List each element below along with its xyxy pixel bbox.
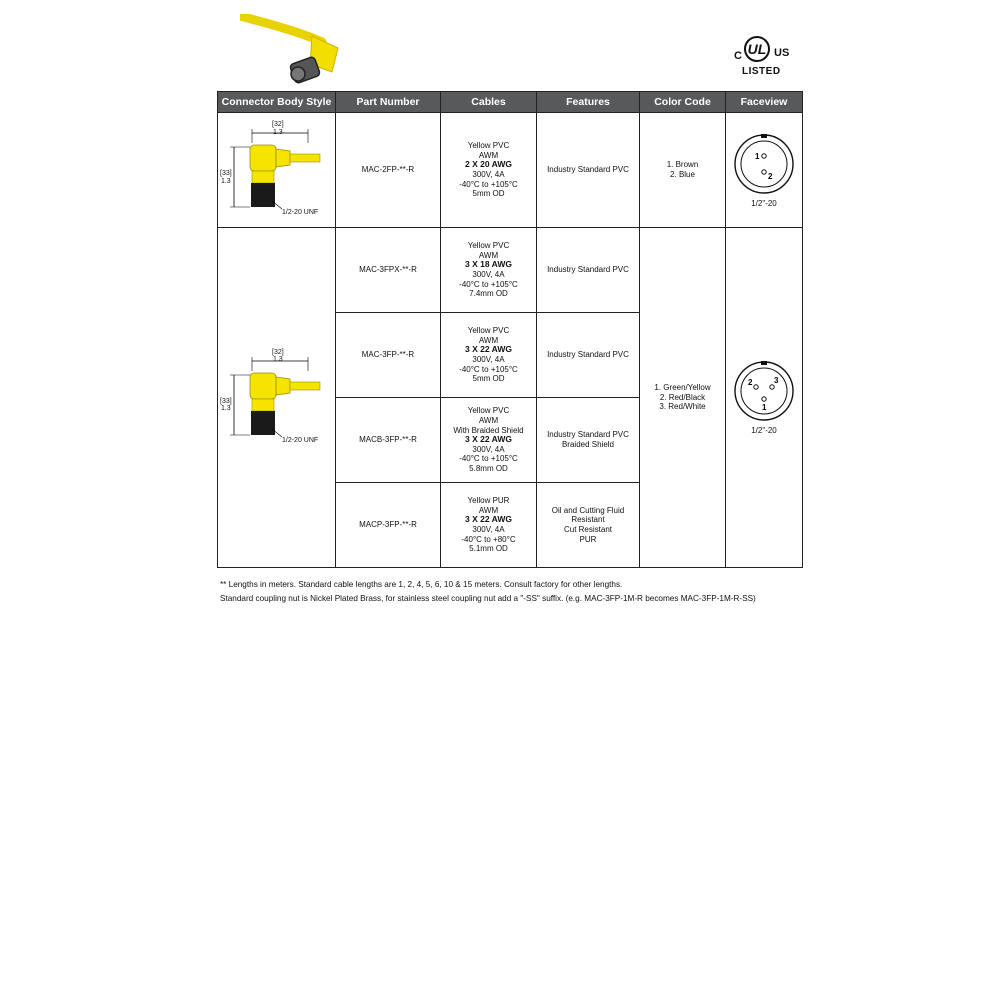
features-cell: Industry Standard PVC <box>537 228 640 313</box>
ul-c-mark: C <box>734 50 742 62</box>
cable-cell: Yellow PVC AWM 3 X 18 AWG 300V, 4A -40°C to +105°C 7.4mm OD <box>441 228 537 313</box>
connector-drawing-3pin <box>220 343 338 453</box>
part-number-cell: MACB-3FP-**-R <box>336 398 441 483</box>
connector-drawing-2pin <box>220 115 338 225</box>
part-number-cell: MAC-2FP-**-R <box>336 113 441 228</box>
table-row <box>218 113 803 228</box>
features-cell: Industry Standard PVC <box>537 113 640 228</box>
thread-label: 1/2-20 UNF <box>282 436 319 444</box>
pin-label: 3 <box>774 376 779 386</box>
table-row <box>218 228 803 313</box>
pin-label: 2 <box>768 171 773 181</box>
header-cables: Cables <box>441 92 537 113</box>
header-faceview: Faceview <box>726 92 803 113</box>
ul-us-mark: US <box>774 47 790 59</box>
cable-cell: Yellow PUR AWM 3 X 22 AWG 300V, 4A -40°C to +80°C 5.1mm OD <box>441 483 537 568</box>
cable-cell: Yellow PVC AWM With Braided Shield 3 X 22 AWG 300V, 4A -40°C to +105°C 5.8mm OD <box>441 398 537 483</box>
thread-label: 1/2-20 UNF <box>282 209 319 216</box>
pin-label: 1 <box>755 151 760 161</box>
ul-listed-logo <box>734 36 796 82</box>
header-features: Features <box>537 92 640 113</box>
faceview-size-label: 1/2"-20 <box>751 198 777 208</box>
cable-connector-image <box>240 14 350 92</box>
height-dimension: [33] 1.3 <box>220 397 232 412</box>
features-cell: Oil and Cutting Fluid Resistant Cut Resistant PUR <box>537 483 640 568</box>
faceview-2pin-icon <box>732 132 796 196</box>
ul-ring: UL <box>744 36 770 62</box>
features-cell: Industry Standard PVC <box>537 313 640 398</box>
part-number-cell: MACP-3FP-**-R <box>336 483 441 568</box>
faceview-3pin-icon <box>732 359 796 423</box>
cable-cell: Yellow PVC AWM 3 X 22 AWG 300V, 4A -40°C to +105°C 5mm OD <box>441 313 537 398</box>
faceview-size-label: 1/2"-20 <box>751 426 777 436</box>
pin-label: 1 <box>762 403 767 413</box>
features-cell: Industry Standard PVC Braided Shield <box>537 398 640 483</box>
header-part-number: Part Number <box>336 92 441 113</box>
header-row <box>218 92 803 113</box>
footnotes <box>220 578 820 606</box>
part-number-cell: MAC-3FP-**-R <box>336 313 441 398</box>
pin-label: 2 <box>748 378 753 388</box>
cable-cell: Yellow PVC AWM 2 X 20 AWG 300V, 4A -40°C to +105°C 5mm OD <box>441 113 537 228</box>
color-code-cell: 1. Green/Yellow 2. Red/Black 3. Red/White <box>640 228 726 568</box>
part-number-cell: MAC-3FPX-**-R <box>336 228 441 313</box>
faceview-cell <box>726 113 803 228</box>
height-dimension: [33] 1.3 <box>220 170 232 185</box>
header-connector-body-style: Connector Body Style <box>218 92 336 113</box>
color-code-cell: 1. Brown 2. Blue <box>640 113 726 228</box>
connector-drawing-cell <box>218 228 336 568</box>
spec-table <box>217 91 803 568</box>
footnote-lengths: ** Lengths in meters. Standard cable lengths are 1, 2, 4, 5, 6, 10 & 15 meters. Consult factory for other lengths. <box>220 580 623 589</box>
ul-listed-text: LISTED <box>742 66 781 77</box>
width-dimension: [32] 1.3 <box>272 348 284 363</box>
footnote-coupling-nut: Standard coupling nut is Nickel Plated Brass, for stainless steel coupling nut add a "-SS" suffix. (e.g. MAC-3FP-1M-R becomes MAC-3FP-1M-R-SS) <box>220 594 756 603</box>
faceview-cell <box>726 228 803 568</box>
product-photo <box>240 14 350 92</box>
width-dimension: [32] 1.3 <box>272 121 284 136</box>
connector-drawing-cell <box>218 113 336 228</box>
header-color-code: Color Code <box>640 92 726 113</box>
